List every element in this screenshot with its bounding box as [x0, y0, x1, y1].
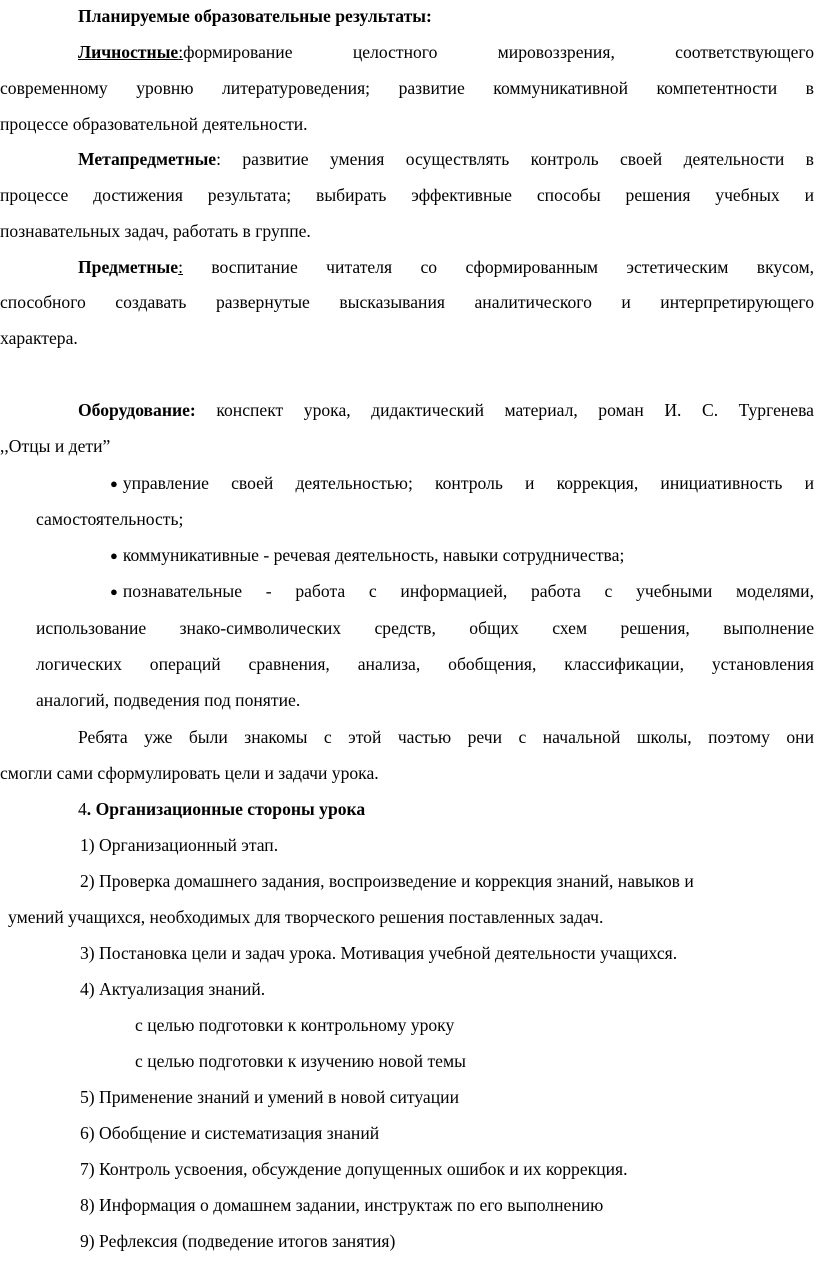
stage-3-text: 3) Постановка цели и задач урока. Мотивация учебной деятельности учащихся.	[80, 943, 678, 963]
bullet-item-1-line-1	[110, 472, 814, 494]
equipment-text-1: конспект урока, дидактический материал, роман И. С. Тургенева	[195, 400, 814, 420]
bullet-item-2-line-1	[110, 544, 624, 566]
subject-text-2: способного создавать развернутые высказывания аналитического и интерпретирующего	[0, 292, 814, 312]
subject-text-3: характера.	[0, 328, 78, 348]
org-heading-title: . Организационные стороны урока	[86, 799, 366, 819]
stage-7-text: 7) Контроль усвоения, обсуждение допущенных ошибок и их коррекция.	[80, 1159, 628, 1179]
stage-6	[80, 1122, 379, 1144]
stage-2-text-2: умений учащихся, необходимых для творческого решения поставленных задач.	[8, 907, 604, 927]
personal-line-1	[78, 41, 814, 63]
subject-line-1	[78, 256, 814, 278]
bullet-3-text-4: аналогий, подведения под понятие.	[36, 690, 301, 710]
personal-text-3: процессе образовательной деятельности.	[0, 114, 308, 134]
stage-5	[80, 1086, 459, 1108]
personal-line-2	[0, 77, 814, 99]
bullet-item-3-line-4	[36, 689, 300, 711]
stage-8	[80, 1194, 603, 1216]
meta-text-2: процессе достижения результата; выбирать эффективные способы решения учебных и	[0, 185, 814, 205]
bullet-item-1-line-2	[36, 508, 183, 530]
subject-text-1: воспитание читателя со сформированным эстетическим вкусом,	[182, 257, 814, 277]
kids-line-1	[78, 726, 814, 748]
stage-4-text: 4) Актуализация знаний.	[80, 979, 266, 999]
stage-4-sub-2-text: с целью подготовки к изучению новой темы	[135, 1051, 466, 1071]
stage-9	[80, 1230, 395, 1252]
personal-text-2: современному уровню литературоведения; развитие коммуникативной компетентности в	[0, 78, 814, 98]
stage-4	[80, 978, 265, 1000]
bullet-icon: ●	[110, 584, 118, 599]
stage-2-line-2	[8, 906, 603, 928]
personal-text-1: формирование целостного мировоззрения, соответствующего	[183, 42, 814, 62]
bullet-1-text-1: управление своей деятельностью; контроль и коррекция, инициативность и	[122, 473, 814, 493]
bullet-icon: ●	[110, 548, 118, 563]
stage-4-sub-1	[135, 1014, 454, 1036]
bullet-icon: ●	[110, 476, 118, 491]
bullet-3-text-2: использование знако-символических средств, общих схем решения, выполнение	[36, 618, 814, 638]
personal-label: Личностные	[78, 42, 179, 62]
org-heading	[78, 798, 365, 820]
meta-line-3	[0, 220, 311, 242]
bullet-3-text-3: логических операций сравнения, анализа, обобщения, классификации, установления	[36, 654, 814, 674]
equipment-line-1	[78, 399, 814, 421]
bullet-item-3-line-2	[36, 617, 814, 639]
stage-3	[80, 942, 677, 964]
kids-text-2: смогли сами сформулировать цели и задачи урока.	[0, 763, 379, 783]
stage-2-line-1	[80, 870, 812, 892]
bullet-1-text-2: самостоятельность;	[36, 509, 184, 529]
bullet-3-text-1: познавательные - работа с информацией, работа с учебными моделями,	[122, 581, 814, 601]
subject-label: Предметные	[78, 257, 179, 277]
stage-4-sub-2	[135, 1050, 466, 1072]
kids-line-2	[0, 762, 379, 784]
subject-colon: :	[178, 257, 183, 277]
personal-colon: :	[178, 42, 184, 62]
subject-line-3	[0, 327, 78, 349]
stage-1	[80, 834, 278, 856]
org-heading-number: 4	[78, 799, 87, 819]
meta-line-2	[0, 184, 814, 206]
stage-1-text: 1) Организационный этап.	[80, 835, 279, 855]
equipment-label: Оборудование:	[78, 400, 196, 420]
personal-line-3	[0, 113, 308, 135]
subject-line-2	[0, 291, 814, 313]
equipment-line-2	[0, 435, 110, 457]
bullet-2-text-1: коммуникативные - речевая деятельность, навыки сотрудничества;	[122, 545, 625, 565]
stage-9-text: 9) Рефлексия (подведение итогов занятия)	[80, 1231, 396, 1251]
results-title-text: Планируемые образовательные результаты:	[78, 6, 432, 26]
meta-line-1	[78, 148, 814, 170]
equipment-text-2: ,,Отцы и дети”	[0, 436, 111, 456]
meta-label: Метапредметные	[78, 149, 217, 169]
meta-text-3: познавательных задач, работать в группе.	[0, 221, 311, 241]
bullet-item-3-line-1	[110, 580, 814, 602]
stage-2-text-1: 2) Проверка домашнего задания, воспроизведение и коррекция знаний, навыков и	[80, 871, 694, 891]
stage-4-sub-1-text: с целью подготовки к контрольному уроку	[135, 1015, 455, 1035]
stage-7	[80, 1158, 628, 1180]
results-title	[78, 5, 432, 27]
kids-text-1: Ребята уже были знакомы с этой частью речи с начальной школы, поэтому они	[78, 727, 814, 747]
bullet-item-3-line-3	[36, 653, 814, 675]
meta-text-1: : развитие умения осуществлять контроль своей деятельности в	[216, 149, 814, 169]
stage-8-text: 8) Информация о домашнем задании, инструктаж по его выполнению	[80, 1195, 604, 1215]
stage-5-text: 5) Применение знаний и умений в новой ситуации	[80, 1087, 459, 1107]
stage-6-text: 6) Обобщение и систематизация знаний	[80, 1123, 380, 1143]
